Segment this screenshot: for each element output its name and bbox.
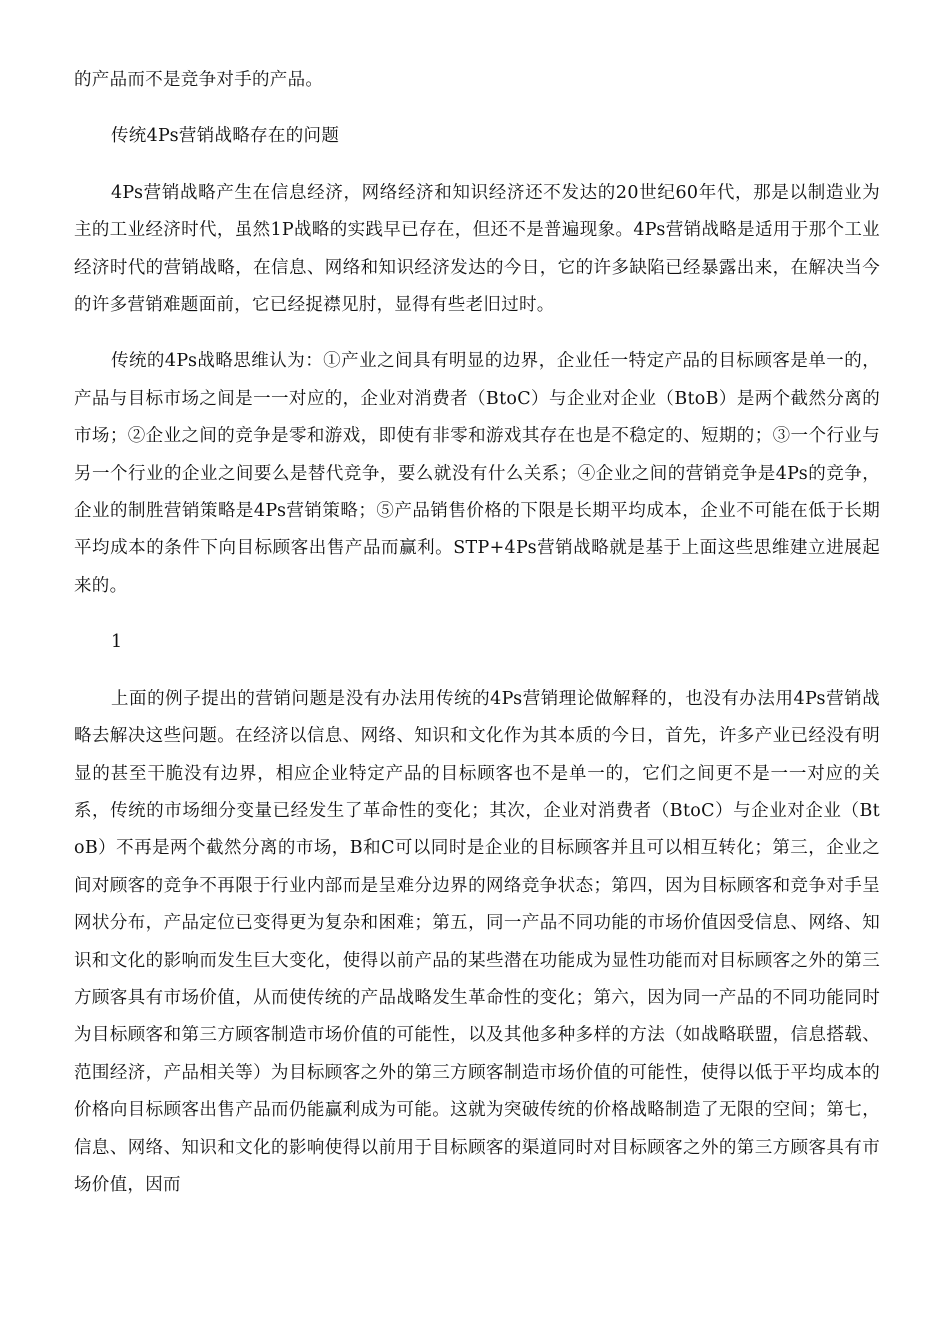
paragraph-1: 4Ps营销战略产生在信息经济，网络经济和知识经济还不发达的20世纪60年代，那是以制造业为主的工业经济时代，虽然1P战略的实践早已存在，但还不是普遍现象。4Ps营销战略是适用于那个工业经济时代的营销战略，在信息、网络和知识经济发达的今日，它的许多缺陷已经暴露出来，在解决当今的许多营销难题面前，它已经捉襟见肘，显得有些老旧过时。 [74,182,880,316]
spacer [74,324,880,343]
paragraph-3: 上面的例子提出的营销问题是没有办法用传统的4Ps营销理论做解释的，也没有办法用4Ps营销战略去解决这些问题。在经济以信息、网络、知识和文化作为其本质的今日，首先，许多产业已经没有明显的甚至干脆没有边界，相应企业特定产品的目标顾客也不是单一的，它们之间更不是一一对应的关系，传统的市场细分变量已经发生了革命性的变化；其次，企业对消费者（BtoC）与企业对企业（BtoB）不再是两个截然分离的市场，B和C可以同时是企业的目标顾客并且可以相互转化；第三，企业之间对顾客的竞争不再限于行业内部而是呈难分边界的网络竞争状态；第四，因为目标顾客和竞争对手呈网状分布，产品定位已变得更为复杂和困难；第五，同一产品不同功能的市场价值因受信息、网络、知识和文化的影响而发生巨大变化，使得以前产品的某些潜在功能成为显性功能而对目标顾客之外的第三方顾客具有市场价值，从而使传统的产品战略发生革命性的变化；第六，因为同一产品的不同功能同时为目标顾客和第三方顾客制造市场价值的可能性，以及其他多种多样的方法（如战略联盟，信息搭载、范围经济，产品相关等）为目标顾客之外的第三方顾客制造市场价值的可能性，使得以低于平均成本的价格向目标顾客出售产品而仍能赢利成为可能。这就为突破传统的价格战略制造了无限的空间；第七，信息、网络、知识和文化的影响使得以前用于目标顾客的渠道同时对目标顾客之外的第三方顾客具有市场价值，因而 [74,688,880,1195]
continuation-text: 的产品而不是竞争对手的产品。 [74,70,324,90]
spacer [74,662,880,681]
section-heading: 传统4Ps营销战略存在的问题 [111,126,340,147]
spacer [74,99,880,118]
page-number: 1 [111,632,123,653]
spacer [74,605,880,624]
spacer [74,156,880,175]
document-page [74,62,880,1204]
paragraph-2: 传统的4Ps战略思维认为：①产业之间具有明显的边界，企业任一特定产品的目标顾客是单一的，产品与目标市场之间是一一对应的，企业对消费者（BtoC）与企业对企业（BtoB）是两个截然分离的市场；②企业之间的竞争是零和游戏，即使有非零和游戏其存在也是不稳定的、短期的；③一个行业与另一个行业的企业之间要么是替代竞争，要么就没有什么关系；④企业之间的营销竞争是4Ps的竞争，企业的制胜营销策略是4Ps营销策略；⑤产品销售价格的下限是长期平均成本，企业不可能在低于长期平均成本的条件下向目标顾客出售产品而赢利。STP+4Ps营销战略就是基于上面这些思维建立进展起来的。 [74,351,880,596]
